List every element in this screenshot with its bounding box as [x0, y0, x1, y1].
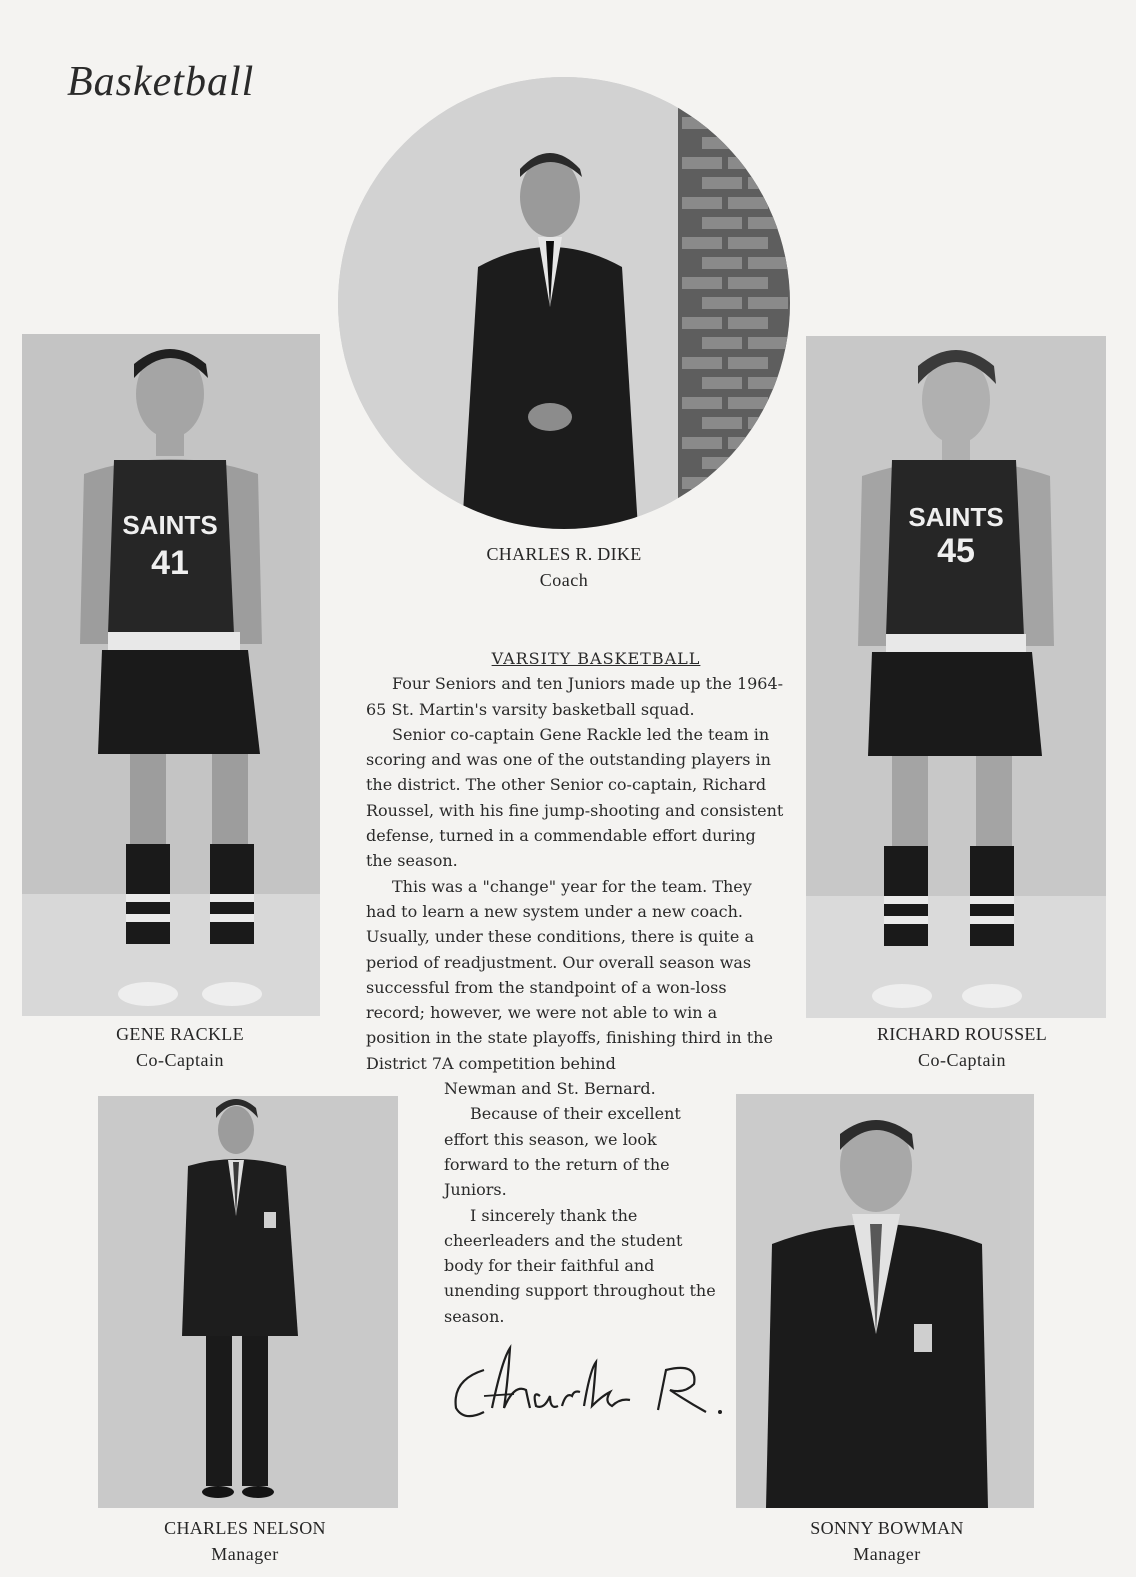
jersey-number-41: 41 — [151, 544, 189, 582]
player-photo-richard-roussel — [806, 336, 1106, 1018]
page-heading: Basketball — [67, 59, 255, 105]
player-caption-richard-roussel — [842, 1021, 1082, 1073]
coach-name: CHARLES R. DIKE — [486, 544, 642, 564]
jersey-text-41: SAINTS — [122, 510, 218, 540]
article-paragraph: I sincerely thank the cheerleaders and the student body for their faithful and unending support throughout the season. — [444, 1205, 716, 1326]
coach-role: Coach — [539, 570, 589, 590]
player-role: Co-Captain — [918, 1050, 1006, 1070]
manager-caption-sonny-bowman — [762, 1515, 1012, 1567]
manager-role: Manager — [211, 1544, 279, 1564]
coach-caption — [454, 541, 674, 593]
coach-photo — [338, 77, 790, 529]
article-paragraph: Senior co-captain Gene Rackle led the team in scoring and was one of the outstanding players in the district. The other Senior co-captain, Richard Roussel, with his fine jump-shooting and consistent defense, turned in a commendable effort during the season. — [366, 724, 784, 871]
article — [366, 646, 786, 1329]
jersey-text-45: SAINTS — [908, 502, 1004, 532]
jersey-number-45: 45 — [937, 532, 975, 570]
article-title: VARSITY BASKETBALL — [491, 649, 701, 668]
article-paragraph: Because of their excellent effort this season, we look forward to the return of the Juniors. — [444, 1104, 681, 1200]
player-name: GENE RACKLE — [116, 1024, 244, 1044]
article-paragraph: Newman and St. Bernard. — [444, 1079, 656, 1099]
player-photo-gene-rackle — [22, 334, 320, 1016]
player-name: RICHARD ROUSSEL — [876, 1024, 1048, 1044]
player-role: Co-Captain — [136, 1050, 224, 1070]
manager-photo-charles-nelson — [98, 1096, 398, 1508]
signature — [444, 1340, 744, 1430]
article-paragraph: This was a "change" year for the team. They had to learn a new system under a new coach. Usually, under these conditions, there is quite a period of readjustment. Our overall season was successful from the standpoint of a won-loss record; however, we were not able to win a position in the state playoffs, finishing third in the District 7A competition behind — [366, 876, 773, 1073]
player-caption-gene-rackle — [60, 1021, 300, 1073]
article-paragraph: Four Seniors and ten Juniors made up the 1964-65 St. Martin's varsity basketball squad. — [366, 674, 784, 719]
signature-image — [444, 1340, 744, 1430]
manager-role: Manager — [853, 1544, 921, 1564]
manager-name: SONNY BOWMAN — [810, 1518, 964, 1538]
manager-name: CHARLES NELSON — [164, 1518, 326, 1538]
manager-caption-charles-nelson — [120, 1515, 370, 1567]
